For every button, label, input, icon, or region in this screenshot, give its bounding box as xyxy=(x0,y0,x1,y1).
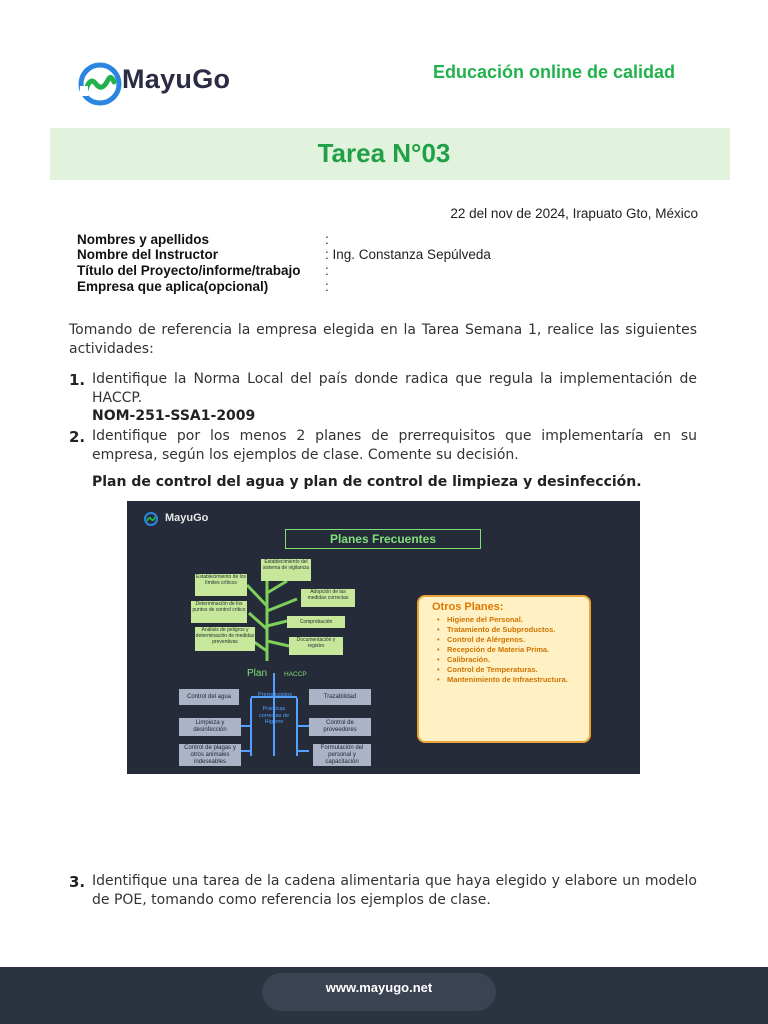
tagline: Educación online de calidad xyxy=(433,62,676,82)
list-item: • Calibración. xyxy=(447,656,587,665)
otros-planes-list xyxy=(447,616,587,686)
list-item: • Tratamiento de Subproductos. xyxy=(447,626,587,635)
intro-paragraph: Tomando de referencia la empresa elegida en la Tarea Semana 1, realice las siguientes actividades: xyxy=(69,322,697,357)
slide-title: Planes Frecuentes xyxy=(329,532,437,546)
list-item: • Recepción de Materia Prima. xyxy=(447,646,587,655)
green-box-limites: Establecimiento de los límites críticos xyxy=(195,574,247,596)
page-title: Tarea N°03 xyxy=(317,138,451,168)
item-2-answer: Plan de control del agua y plan de control de limpieza y desinfección. xyxy=(92,474,642,490)
brand-name: MayuGo xyxy=(122,64,231,94)
blue-box-trazabilidad: Trazabilidad xyxy=(309,689,371,705)
item-2-number: 2. xyxy=(69,428,86,446)
item-1-number: 1. xyxy=(69,371,86,389)
green-box-analisis-peligros: Análisis de peligros y determinación de medidas preventivas xyxy=(195,627,255,651)
field-value-instructor: : Ing. Constanza Sepúlveda xyxy=(325,247,491,262)
green-box-documentacion: Documentación y registro xyxy=(289,637,343,655)
blue-box-proveedores: Control de proveedores xyxy=(309,718,371,736)
item-3-text: Identifique una tarea de la cadena alimentaria que haya elegido y elabore un modelo de POE, tomando como referencia los ejemplos de clase. xyxy=(92,873,697,908)
green-box-puntos-control: Determinación de los puntos de control crítico xyxy=(191,601,247,623)
green-box-medidas-correctas: Adopción de las medidas correctas xyxy=(301,589,355,607)
list-item: • Control de Alérgenos. xyxy=(447,636,587,645)
blue-box-control-agua: Control del agua xyxy=(179,689,239,705)
field-value-nombres: : xyxy=(325,232,329,247)
prerrequisitos-label: Prerrequisitos xyxy=(258,692,292,698)
blue-box-formulacion: Formulación del personal y capacitación xyxy=(313,744,371,766)
item-3-number: 3. xyxy=(69,873,86,891)
field-label-instructor: Nombre del Instructor xyxy=(77,247,219,262)
date-location: 22 del nov de 2024, Irapuato Gto, México xyxy=(450,206,698,221)
blue-box-limpieza: Limpieza y desinfección xyxy=(179,718,241,736)
slide-brand: MayuGo xyxy=(165,512,209,524)
otros-planes-title: Otros Planes: xyxy=(432,601,504,613)
field-label-proyecto: Título del Proyecto/informe/trabajo xyxy=(77,263,301,278)
field-label-nombres: Nombres y apellidos xyxy=(77,232,210,247)
list-item: • Higiene del Personal. xyxy=(447,616,587,625)
green-box-comprobacion: Comprobación xyxy=(287,616,345,628)
list-item: • Mantenimiento de Infraestructura. xyxy=(447,676,587,685)
field-value-empresa: : xyxy=(325,279,329,294)
website-link[interactable]: www.mayugo.net xyxy=(325,980,433,995)
item-1-text: Identifique la Norma Local del país donde radica que regula la implementación de HACCP. xyxy=(92,371,697,406)
planes-frecuentes-slide xyxy=(127,501,640,774)
item-2-text: Identifique por los menos 2 planes de prerrequisitos que implementaría en su empresa, según los ejemplos de clase. Comente su decisión. xyxy=(92,428,697,463)
field-label-empresa: Empresa que aplica(opcional) xyxy=(77,279,269,294)
practicas-higiene-label: Prácticas correctas de Higiene xyxy=(258,706,290,725)
haccp-label: HACCP xyxy=(284,671,307,678)
item-1-answer: NOM-251-SSA1-2009 xyxy=(92,408,256,424)
field-value-proyecto: : xyxy=(325,263,329,278)
list-item: • Control de Temperaturas. xyxy=(447,666,587,675)
green-box-vigilancia: Establecimiento del sistema de vigilancia xyxy=(261,559,311,581)
plan-label: Plan xyxy=(247,668,268,679)
blue-box-plagas: Control de plagas y otros animales indeseables xyxy=(179,744,241,766)
